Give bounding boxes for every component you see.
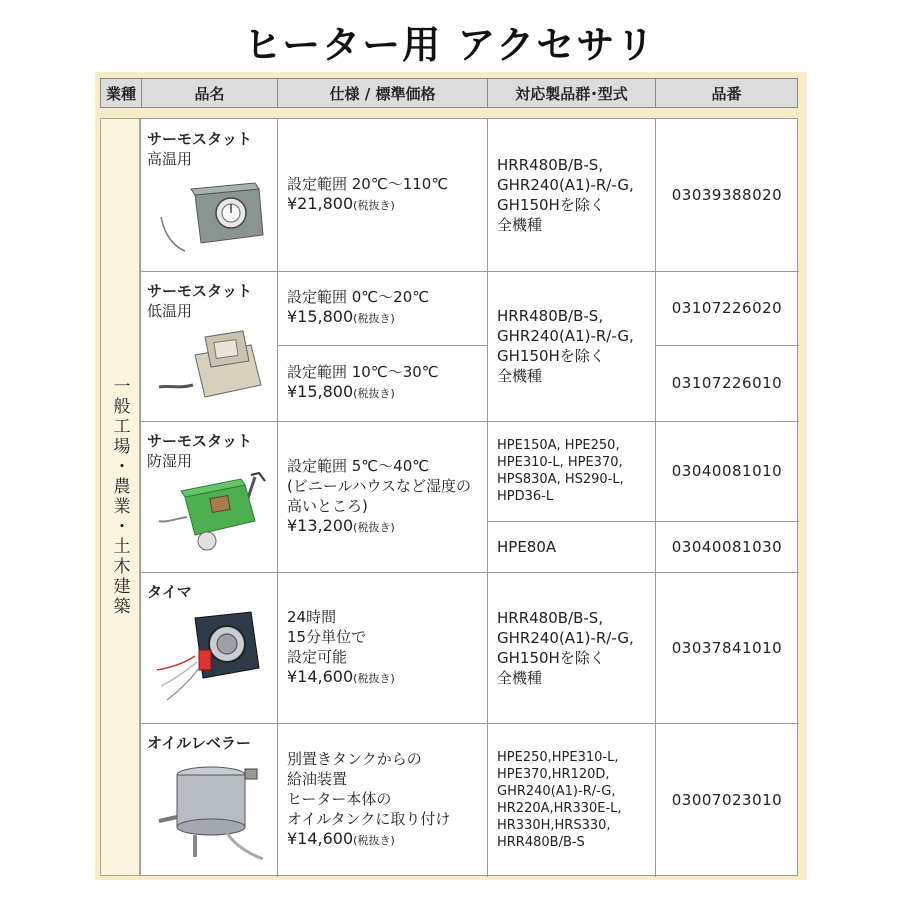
product-cell-oil-leveler bbox=[141, 723, 278, 877]
thermostat-icon bbox=[155, 177, 267, 255]
header-category: 業種 bbox=[100, 78, 142, 108]
models-cell-thermo-high: HRR480B/B-S, GHR240(A1)-R/-G, GH150Hを除く 全機種 bbox=[487, 119, 656, 272]
category-label: 一般工場・農業・土木建築 bbox=[109, 377, 130, 617]
product-name: オイルレベラー bbox=[147, 734, 251, 752]
header-models: 対応製品群･型式 bbox=[487, 78, 656, 108]
part-cell-thermo-low-2: 03107226010 bbox=[655, 345, 799, 422]
header-product: 品名 bbox=[141, 78, 278, 108]
page-title: ヒーター用 アクセサリ bbox=[243, 23, 657, 67]
spec-cell-oil-leveler: 別置きタンクからの 給油装置 ヒーター本体の オイルタンクに取り付け ¥14,600(税抜き) bbox=[277, 723, 488, 877]
product-cell-thermo-high bbox=[141, 119, 278, 272]
accessory-table bbox=[140, 118, 798, 876]
part-cell-thermo-high: 03039388020 bbox=[655, 119, 799, 272]
part-cell-thermo-moist-1: 03040081010 bbox=[655, 421, 799, 522]
oil-leveler-icon bbox=[155, 761, 271, 867]
product-name: サーモスタット 防湿用 bbox=[147, 432, 253, 470]
product-name: タイマ bbox=[147, 583, 192, 601]
part-cell-timer: 03037841010 bbox=[655, 572, 799, 724]
part-cell-thermo-low-1: 03107226020 bbox=[655, 271, 799, 346]
spec-cell-thermo-low-2: 設定範囲 10℃〜30℃ ¥15,800(税抜き) bbox=[277, 345, 488, 422]
product-cell-thermo-moist bbox=[141, 421, 278, 573]
spec-cell-thermo-low-1: 設定範囲 0℃〜20℃ ¥15,800(税抜き) bbox=[277, 271, 488, 346]
product-cell-timer bbox=[141, 572, 278, 724]
part-cell-thermo-moist-2: 03040081030 bbox=[655, 521, 799, 573]
spec-cell-timer: 24時間 15分単位で 設定可能 ¥14,600(税抜き) bbox=[277, 572, 488, 724]
spec-cell-thermo-moist: 設定範囲 5℃〜40℃ (ビニールハウスなど湿度の 高いところ) ¥13,200(税抜き) bbox=[277, 421, 488, 573]
part-cell-oil-leveler: 03007023010 bbox=[671, 791, 783, 809]
product-name: サーモスタット 低温用 bbox=[147, 282, 253, 320]
models-cell-oil-leveler: HPE250,HPE310-L, HPE370,HR120D, GHR240(A1)-R/-G, HR220A,HR330E-L, HR330H,HRS330, HRR480B/B-S bbox=[487, 723, 656, 877]
thermostat-icon bbox=[155, 327, 267, 407]
product-name: サーモスタット 高温用 bbox=[147, 130, 253, 168]
timer-icon bbox=[155, 608, 267, 708]
models-cell-thermo-moist-2: HPE80A bbox=[487, 521, 656, 573]
thermostat-icon bbox=[155, 471, 271, 557]
product-cell-thermo-low bbox=[141, 271, 278, 422]
spec-cell-thermo-high: 設定範囲 20℃〜110℃ ¥21,800(税抜き) bbox=[277, 119, 488, 272]
header-part: 品番 bbox=[655, 78, 798, 108]
category-column bbox=[100, 118, 140, 876]
models-cell-timer: HRR480B/B-S, GHR240(A1)-R/-G, GH150Hを除く 全機種 bbox=[487, 572, 656, 724]
models-cell-thermo-low: HRR480B/B-S, GHR240(A1)-R/-G, GH150Hを除く 全機種 bbox=[487, 271, 656, 422]
header-spec: 仕様 / 標準価格 bbox=[277, 78, 488, 108]
models-cell-thermo-moist-1: HPE150A, HPE250, HPE310-L, HPE370, HPS830A, HS290-L, HPD36-L bbox=[487, 421, 656, 522]
